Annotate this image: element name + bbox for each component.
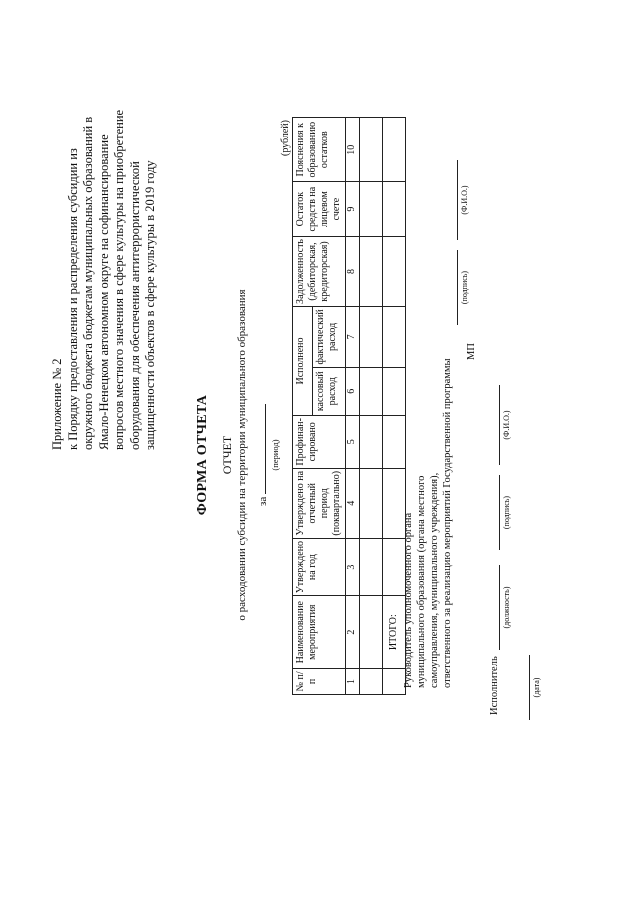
period-hint: (период)	[270, 439, 280, 471]
table-row	[360, 118, 383, 695]
appendix-header	[50, 90, 159, 450]
column-number-row	[346, 118, 360, 695]
executor-fio-hint: (Ф.И.О.)	[502, 410, 511, 440]
appendix-line: защищенности объектов в сфере культуры в 2019 году	[143, 160, 157, 450]
header-cash: кассовый расход	[312, 367, 345, 415]
appendix-line: окружного бюджета бюджетам муниципальных образований в	[81, 116, 95, 450]
header-financed: Профинан-сировано	[293, 415, 346, 468]
head-line: муниципального образования (органа местного	[416, 475, 427, 688]
head-fio-line[interactable]	[446, 160, 458, 240]
head-signature-block	[402, 358, 454, 688]
report-title: ОТЧЕТ	[220, 435, 234, 475]
table-cell[interactable]	[360, 596, 383, 668]
period-prefix: за	[257, 496, 269, 506]
column-number: 6	[346, 367, 360, 415]
head-signature-line[interactable]	[446, 250, 458, 325]
appendix-line: оборудования для обеспечения антитеррористической	[127, 161, 142, 450]
total-label: ИТОГО:	[383, 596, 406, 668]
stamp-label: МП	[466, 343, 477, 360]
executor-fio-line[interactable]	[488, 385, 500, 465]
header-explanation: Пояснения к образованию остатков	[293, 118, 346, 182]
date-line[interactable]	[518, 655, 530, 720]
head-line: ответственного за реализацию мероприятий Государственной программы	[442, 358, 453, 688]
column-number: 10	[346, 118, 360, 182]
report-subtitle: о расходовании субсидии на территории муниципального образования	[236, 289, 248, 621]
table-cell[interactable]	[383, 182, 406, 236]
column-number: 8	[346, 236, 360, 306]
table-cell[interactable]	[383, 236, 406, 306]
executor-signature-line[interactable]	[488, 475, 500, 550]
header-balance: Остаток средств на лицевом счете	[293, 182, 346, 236]
appendix-line: Ямало-Ненецком автономном округе на софинансирование	[96, 134, 111, 450]
table-cell[interactable]	[360, 182, 383, 236]
table-cell[interactable]	[360, 415, 383, 468]
executor-signature-hint: (подпись)	[502, 495, 511, 530]
executor-position-line[interactable]	[488, 565, 500, 650]
header-approved-year: Утверждено на год	[293, 538, 346, 596]
executor-label: Исполнитель	[489, 656, 500, 715]
appendix-line: к Порядку предоставления и распределения субсидии из	[65, 148, 80, 450]
head-line: Руководитель уполномоченного органа	[403, 512, 414, 688]
currency-label: (рублей)	[280, 120, 291, 157]
header-actual: фактический расход	[312, 307, 345, 367]
header-approved-period: Утверждено на отчетный период (поквартально)	[293, 468, 346, 538]
column-number: 1	[346, 668, 360, 694]
column-number: 7	[346, 307, 360, 367]
table-cell[interactable]	[360, 118, 383, 182]
table-cell[interactable]	[383, 118, 406, 182]
header-num: № п/п	[293, 668, 346, 694]
table-cell[interactable]	[360, 367, 383, 415]
rotated-report-form	[40, 109, 541, 800]
table-cell[interactable]	[360, 236, 383, 306]
form-title: ФОРМА ОТЧЕТА	[195, 394, 210, 516]
header-debt: Задолженность (дебиторская, кредиторская)	[293, 236, 346, 306]
column-number: 3	[346, 538, 360, 596]
appendix-line: вопросов местного значения в сфере культуры на приобретение	[112, 109, 126, 450]
period-input-line[interactable]	[255, 404, 266, 494]
column-number: 2	[346, 596, 360, 668]
column-number: 9	[346, 182, 360, 236]
head-line: самоуправления, муниципального учреждения),	[429, 472, 440, 688]
report-period	[255, 110, 269, 800]
table-cell[interactable]	[360, 668, 383, 694]
appendix-line: Приложение № 2	[50, 358, 64, 450]
report-table	[292, 117, 406, 695]
header-executed: Исполнено	[293, 307, 313, 416]
executor-position-hint: (должность)	[502, 586, 511, 629]
table-cell[interactable]	[360, 307, 383, 367]
column-number: 4	[346, 468, 360, 538]
table-cell[interactable]	[360, 538, 383, 596]
head-fio-hint: (Ф.И.О.)	[460, 185, 469, 215]
date-hint: (дата)	[532, 677, 541, 698]
head-signature-hint: (подпись)	[460, 270, 469, 305]
column-number: 5	[346, 415, 360, 468]
header-name: Наименование мероприятия	[293, 596, 346, 668]
table-cell[interactable]	[360, 468, 383, 538]
